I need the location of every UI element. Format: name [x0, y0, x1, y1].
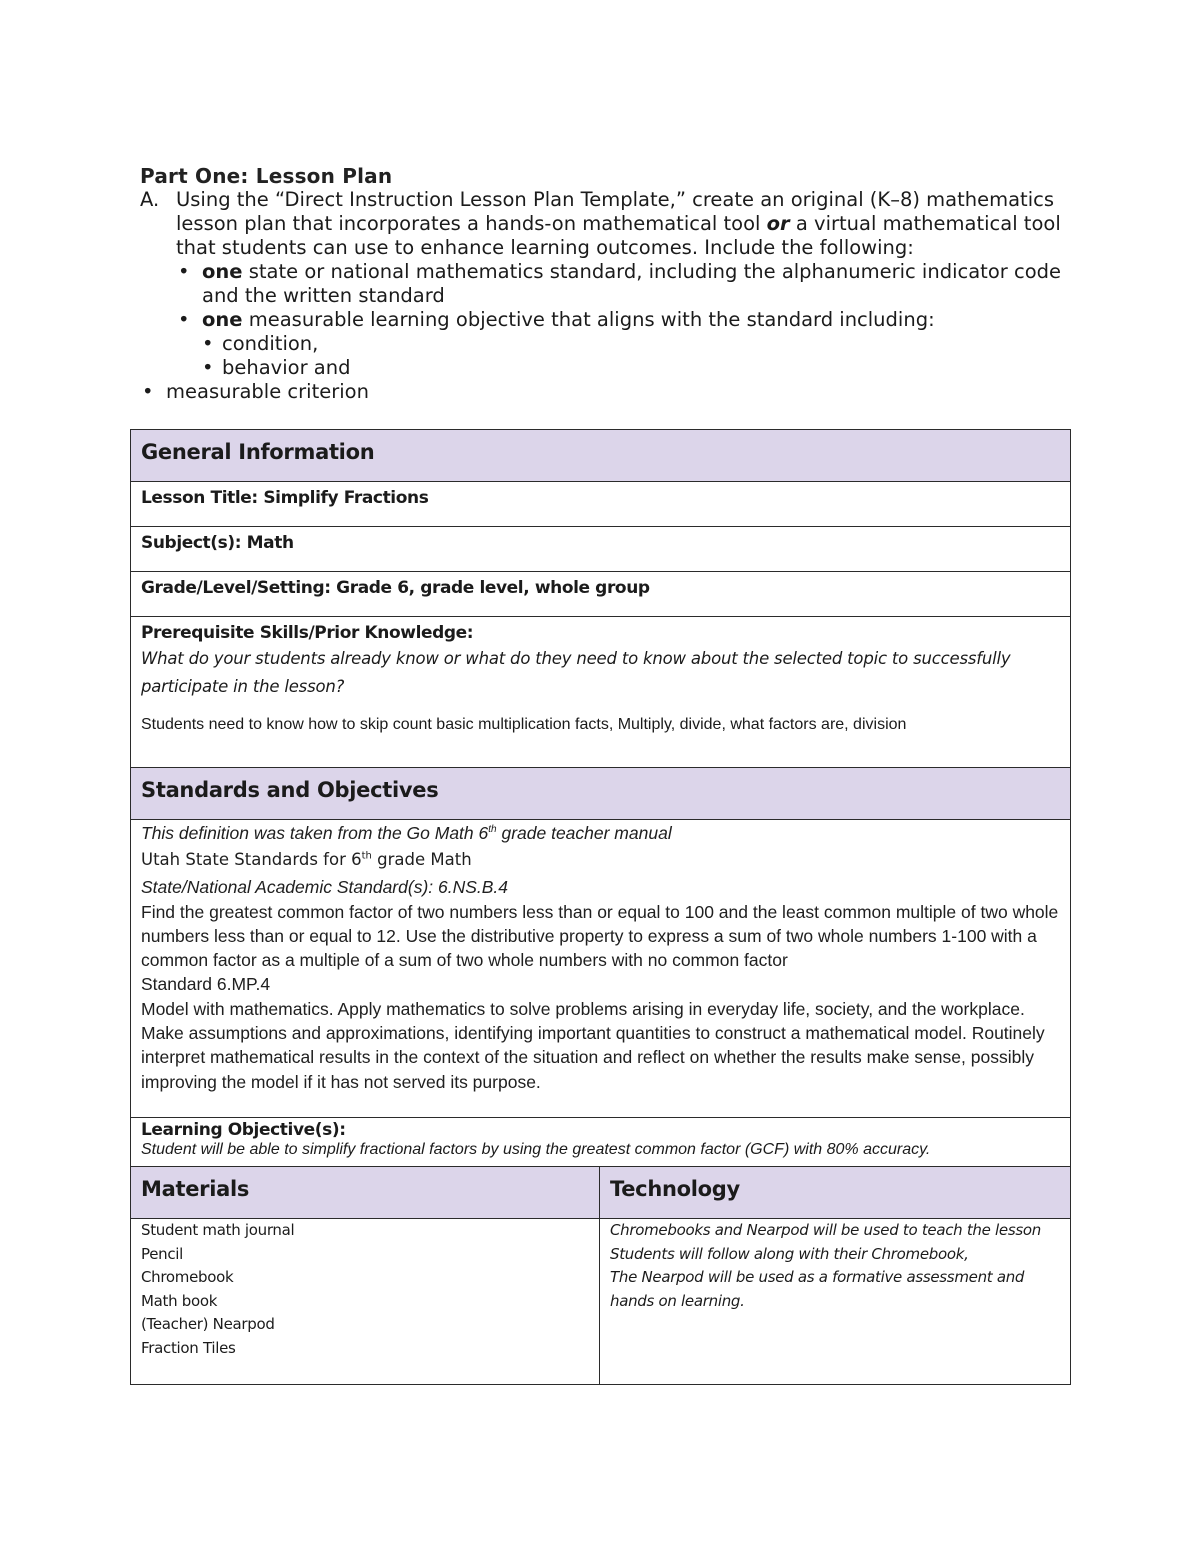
standard-2-text: Model with mathematics. Apply mathematics to solve problems arising in everyday life, society, and the workplace. Make assumptions and approximations, identifying important quantities to construct a mathematical model. Routinely interpret mathematical results in the context of the situation and reflect on whether the results make sense, possibly improving the model if it has not served its purpose.: [141, 998, 1045, 1092]
prerequisite-answer: Students need to know how to skip count basic multiplication facts, Multiply, divide, what factors are, division: [141, 716, 907, 733]
standards-objectives-header: [131, 768, 1071, 820]
learning-objective-text: Student will be able to simplify fractional factors by using the greatest common factor (GCF) with 80% accuracy.: [141, 1141, 931, 1158]
subjects-row: [131, 527, 1071, 572]
standard-1-text: Find the greatest common factor of two numbers less than or equal to 100 and the least common multiple of two whole numbers less than or equal to 12. Use the distributive property to express a sum of two whole numbers 1-100 with a common factor as a multiple of a sum of two whole numbers with no common factor: [141, 901, 1059, 971]
technology-line: The Nearpod will be used as a formative assessment and: [610, 1268, 1025, 1286]
part-title: Part One: Lesson Plan: [140, 164, 393, 188]
technology-notes: [600, 1219, 1071, 1385]
sub-requirement-condition-text: condition,: [222, 332, 319, 355]
prerequisite-row: [131, 617, 1071, 768]
requirement-criterion-text: measurable criterion: [166, 380, 369, 403]
general-information-header: [131, 430, 1071, 482]
bullet-icon: •: [202, 332, 214, 355]
lesson-plan-table: [130, 429, 1071, 1385]
grade-level-setting: Grade/Level/Setting: Grade 6, grade level, whole group: [141, 578, 650, 598]
utah-standards-text: Utah State Standards for 6: [141, 850, 362, 870]
material-item: Math book: [141, 1291, 218, 1310]
learning-objective-row: [131, 1118, 1071, 1167]
requirement-criterion: [140, 380, 1080, 404]
bullet-icon: •: [178, 260, 190, 283]
lesson-title-row: [131, 482, 1071, 527]
standards-objectives-heading: Standards and Objectives: [141, 778, 439, 802]
technology-line: Chromebooks and Nearpod will be used to teach the lesson: [610, 1221, 1041, 1239]
prerequisite-label: Prerequisite Skills/Prior Knowledge:: [141, 623, 474, 643]
standards-row: [131, 820, 1071, 1118]
standard-source-text: This definition was taken from the Go Math 6: [141, 823, 489, 843]
requirement-objective: [176, 308, 1080, 332]
sub-requirement-behavior: [200, 356, 1080, 380]
lesson-title: Lesson Title: Simplify Fractions: [141, 488, 429, 508]
technology-line: Students will follow along with their Chromebook,: [610, 1244, 969, 1263]
requirement-standard-strong: one: [202, 260, 243, 283]
standard-source-tail: grade teacher manual: [496, 823, 672, 843]
technology-header: [600, 1167, 1071, 1219]
assignment-instructions: [140, 164, 1080, 404]
material-item: Chromebook: [141, 1268, 234, 1286]
prerequisite-question: What do your students already know or what do they need to know about the selected topic to successfully participate in the lesson?: [141, 649, 1011, 696]
standard-source: [141, 821, 1060, 845]
task-or: or: [766, 212, 790, 235]
requirement-list: [140, 260, 1080, 380]
task-a: [140, 188, 1080, 260]
standard-2-code: Standard 6.MP.4: [141, 974, 271, 995]
requirement-standard-text: state or national mathematics standard, including the alphanumeric indicator code and the written standard: [202, 260, 1061, 307]
standard-source-sup: th: [488, 824, 497, 836]
bullet-icon: •: [142, 380, 154, 403]
task-text-2: a virtual mathematical tool that students can use to enhance learning outcomes. Include the following:: [176, 212, 1061, 259]
learning-objective-label: Learning Objective(s):: [141, 1120, 346, 1140]
requirement-standard: [176, 260, 1080, 308]
material-item: (Teacher) Nearpod: [141, 1315, 275, 1333]
material-item: Fraction Tiles: [141, 1338, 236, 1357]
materials-heading: Materials: [141, 1177, 250, 1201]
general-information-heading: General Information: [141, 440, 375, 464]
requirement-objective-strong: one: [202, 308, 243, 331]
materials-header: [131, 1167, 600, 1219]
sub-requirement-condition: [200, 332, 1080, 356]
academic-standard: State/National Academic Standard(s): 6.NS.B.4: [141, 877, 509, 898]
technology-line: hands on learning.: [610, 1291, 745, 1310]
task-text-1: Using the “Direct Instruction Lesson Plan Template,” create an original (K–8) mathematics lesson plan that incorporates a hands-on mathematical tool: [176, 188, 1055, 235]
task-letter: A.: [140, 188, 160, 211]
utah-standards-sup: th: [361, 850, 372, 862]
material-item: Student math journal: [141, 1221, 295, 1239]
utah-standards-tail: grade Math: [371, 850, 472, 870]
material-item: Pencil: [141, 1244, 184, 1263]
technology-heading: Technology: [610, 1177, 740, 1201]
bullet-icon: •: [202, 356, 214, 379]
utah-standards: [141, 845, 1060, 875]
sub-requirement-behavior-text: behavior and: [222, 356, 351, 379]
materials-list: [131, 1219, 600, 1385]
bullet-icon: •: [178, 308, 190, 331]
grade-level-row: [131, 572, 1071, 617]
subjects: Subject(s): Math: [141, 533, 294, 553]
requirement-objective-text: measurable learning objective that aligns with the standard including:: [248, 308, 935, 331]
